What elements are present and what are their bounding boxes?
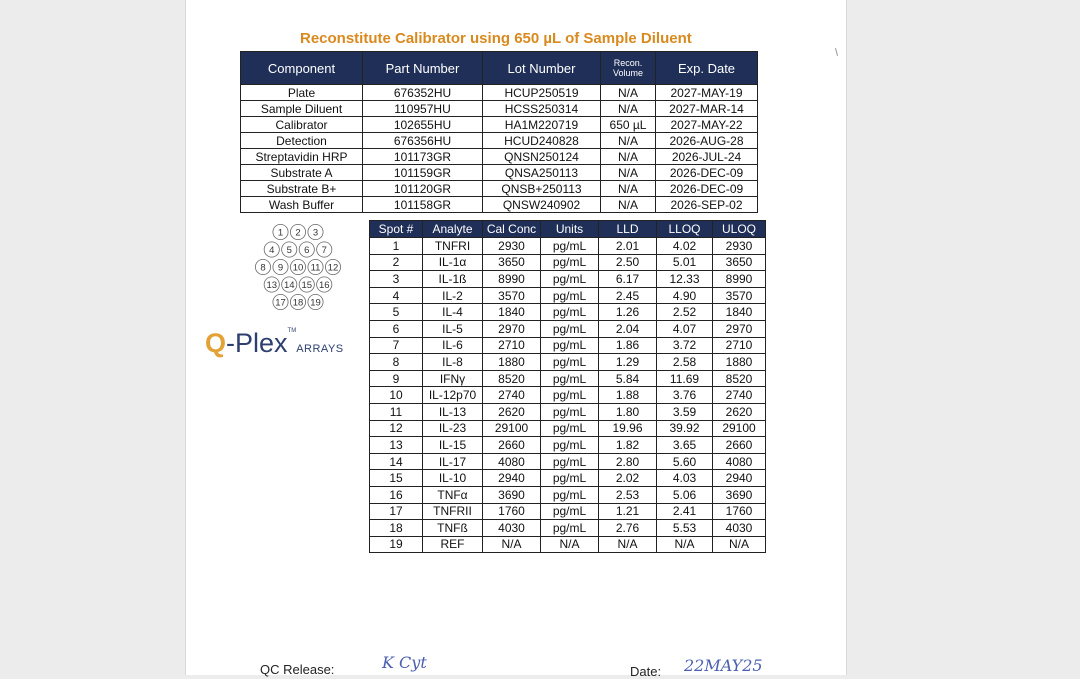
- cell-units: pg/mL: [541, 337, 599, 354]
- spot-12: [325, 259, 340, 274]
- cell-analyte: IL-4: [423, 304, 483, 321]
- cell-lld: 2.76: [599, 520, 657, 537]
- cell-cal-conc: 29100: [483, 420, 541, 437]
- cell-cal-conc: 8520: [483, 370, 541, 387]
- logo-plex: -Plex: [226, 328, 288, 358]
- cell-uloq: 8520: [713, 370, 766, 387]
- cell-cal-conc: 2740: [483, 387, 541, 404]
- cell-exp-date: 2026-SEP-02: [656, 197, 758, 213]
- cell-lot-number: QNSA250113: [483, 165, 601, 181]
- header-analyte: Analyte: [423, 221, 483, 238]
- cell-lot-number: HA1M220719: [483, 117, 601, 133]
- cell-spot: 19: [370, 536, 423, 553]
- cell-lld: 2.04: [599, 320, 657, 337]
- cell-component: Substrate A: [241, 165, 363, 181]
- spot-5: [282, 242, 297, 257]
- cell-part-number: 676352HU: [363, 85, 483, 101]
- cell-uloq: 1880: [713, 354, 766, 371]
- cell-spot: 16: [370, 486, 423, 503]
- component-row: [241, 149, 758, 165]
- analyte-row: [370, 470, 766, 487]
- spot-13: [264, 277, 279, 292]
- cell-lld: 1.82: [599, 437, 657, 454]
- cell-units: pg/mL: [541, 320, 599, 337]
- cell-component: Sample Diluent: [241, 101, 363, 117]
- analyte-row: [370, 271, 766, 288]
- header-lloq: LLOQ: [657, 221, 713, 238]
- cell-cal-conc: 4080: [483, 453, 541, 470]
- cell-part-number: 101159GR: [363, 165, 483, 181]
- qc-release-label: QC Release:: [260, 662, 335, 677]
- header-component: Component: [241, 52, 363, 85]
- page-title: Reconstitute Calibrator using 650 µL of Sample Diluent: [300, 30, 692, 47]
- cell-units: pg/mL: [541, 486, 599, 503]
- header-units: Units: [541, 221, 599, 238]
- cell-analyte: IL-23: [423, 420, 483, 437]
- header-part-number: Part Number: [363, 52, 483, 85]
- cell-spot: 13: [370, 437, 423, 454]
- cell-uloq: 2970: [713, 320, 766, 337]
- cell-spot: 6: [370, 320, 423, 337]
- cell-part-number: 101158GR: [363, 197, 483, 213]
- analyte-row: [370, 354, 766, 371]
- component-row: [241, 101, 758, 117]
- cell-units: pg/mL: [541, 420, 599, 437]
- cell-uloq: 2940: [713, 470, 766, 487]
- component-row: [241, 85, 758, 101]
- cell-uloq: 2660: [713, 437, 766, 454]
- cell-recon-volume: N/A: [601, 133, 656, 149]
- cell-lloq: 4.07: [657, 320, 713, 337]
- cell-cal-conc: 2660: [483, 437, 541, 454]
- cell-uloq: 29100: [713, 420, 766, 437]
- cell-spot: 5: [370, 304, 423, 321]
- spot-1: [273, 224, 288, 239]
- analyte-row: [370, 536, 766, 553]
- cell-lloq: N/A: [657, 536, 713, 553]
- header-recon-line1: Recon.: [613, 58, 643, 68]
- component-table-header: [241, 52, 758, 85]
- spot-2: [290, 224, 305, 239]
- cell-uloq: 2710: [713, 337, 766, 354]
- analyte-row: [370, 437, 766, 454]
- cell-lloq: 5.53: [657, 520, 713, 537]
- cell-lloq: 3.72: [657, 337, 713, 354]
- cell-cal-conc: 3650: [483, 254, 541, 271]
- analyte-row: [370, 238, 766, 255]
- spot-number: 18: [292, 297, 304, 309]
- date-value: 22MAY25: [684, 656, 763, 675]
- cell-analyte: TNFRII: [423, 503, 483, 520]
- cell-recon-volume: N/A: [601, 149, 656, 165]
- cell-units: pg/mL: [541, 387, 599, 404]
- spot-layout-svg: [240, 222, 356, 317]
- cell-lloq: 5.01: [657, 254, 713, 271]
- analyte-row: [370, 420, 766, 437]
- cell-component: Plate: [241, 85, 363, 101]
- spot-10: [290, 259, 305, 274]
- spot-7: [317, 242, 332, 257]
- cell-spot: 11: [370, 403, 423, 420]
- cell-units: pg/mL: [541, 271, 599, 288]
- cell-spot: 8: [370, 354, 423, 371]
- header-spot: Spot #: [370, 221, 423, 238]
- cell-lloq: 5.06: [657, 486, 713, 503]
- cell-uloq: 3650: [713, 254, 766, 271]
- cell-units: pg/mL: [541, 354, 599, 371]
- cell-lloq: 2.41: [657, 503, 713, 520]
- spot-8: [255, 259, 270, 274]
- cell-analyte: IL-8: [423, 354, 483, 371]
- cell-lloq: 3.65: [657, 437, 713, 454]
- logo-arrays: ARRAYS: [296, 343, 344, 355]
- cell-analyte: IL-12p70: [423, 387, 483, 404]
- analyte-row: [370, 387, 766, 404]
- component-row: [241, 181, 758, 197]
- cell-part-number: 101120GR: [363, 181, 483, 197]
- cell-lld: 2.45: [599, 287, 657, 304]
- cell-lld: 6.17: [599, 271, 657, 288]
- cell-analyte: IL-6: [423, 337, 483, 354]
- cell-spot: 2: [370, 254, 423, 271]
- cell-cal-conc: 2970: [483, 320, 541, 337]
- spot-19: [308, 294, 323, 309]
- cell-analyte: IL-5: [423, 320, 483, 337]
- cell-component: Detection: [241, 133, 363, 149]
- cell-lloq: 3.76: [657, 387, 713, 404]
- cell-component: Calibrator: [241, 117, 363, 133]
- cell-analyte: TNFß: [423, 520, 483, 537]
- cell-units: pg/mL: [541, 287, 599, 304]
- header-lot-number: Lot Number: [483, 52, 601, 85]
- cell-exp-date: 2026-DEC-09: [656, 181, 758, 197]
- cell-lloq: 4.90: [657, 287, 713, 304]
- cell-uloq: 4080: [713, 453, 766, 470]
- spot-number: 5: [286, 245, 292, 256]
- cell-component: Streptavidin HRP: [241, 149, 363, 165]
- cell-lld: 1.88: [599, 387, 657, 404]
- spot-number: 8: [260, 262, 266, 274]
- cell-units: pg/mL: [541, 503, 599, 520]
- cell-uloq: 8990: [713, 271, 766, 288]
- cell-exp-date: 2027-MAR-14: [656, 101, 758, 117]
- spot-14: [282, 277, 297, 292]
- cell-lot-number: QNSW240902: [483, 197, 601, 213]
- cell-units: pg/mL: [541, 403, 599, 420]
- spot-15: [299, 277, 314, 292]
- cell-spot: 4: [370, 287, 423, 304]
- cell-component: Substrate B+: [241, 181, 363, 197]
- cell-lot-number: HCSS250314: [483, 101, 601, 117]
- spot-number: 10: [292, 262, 304, 274]
- spot-number: 15: [301, 280, 313, 291]
- cell-lloq: 3.59: [657, 403, 713, 420]
- component-row: [241, 133, 758, 149]
- cell-lloq: 5.60: [657, 453, 713, 470]
- cell-units: N/A: [541, 536, 599, 553]
- cell-analyte: REF: [423, 536, 483, 553]
- cell-analyte: TNFRI: [423, 238, 483, 255]
- cell-uloq: 3690: [713, 486, 766, 503]
- cell-spot: 3: [370, 271, 423, 288]
- cell-lld: 1.26: [599, 304, 657, 321]
- cell-lld: 1.86: [599, 337, 657, 354]
- spot-number: 19: [310, 297, 321, 309]
- cell-lld: 1.29: [599, 354, 657, 371]
- cell-exp-date: 2027-MAY-22: [656, 117, 758, 133]
- cell-lloq: 4.03: [657, 470, 713, 487]
- analyte-row: [370, 337, 766, 354]
- cell-lot-number: HCUD240828: [483, 133, 601, 149]
- analyte-row: [370, 304, 766, 321]
- spot-18: [290, 294, 305, 309]
- header-uloq: ULOQ: [713, 221, 766, 238]
- cell-lld: 1.80: [599, 403, 657, 420]
- cell-lloq: 39.92: [657, 420, 713, 437]
- cell-uloq: 3570: [713, 287, 766, 304]
- cell-spot: 9: [370, 370, 423, 387]
- spot-9: [273, 259, 288, 274]
- cell-cal-conc: 2930: [483, 238, 541, 255]
- cell-units: pg/mL: [541, 453, 599, 470]
- cell-analyte: IL-1ß: [423, 271, 483, 288]
- cell-component: Wash Buffer: [241, 197, 363, 213]
- cell-part-number: 101173GR: [363, 149, 483, 165]
- spot-number: 7: [321, 245, 327, 256]
- spot-17: [273, 294, 288, 309]
- cell-analyte: IFNγ: [423, 370, 483, 387]
- cell-part-number: 676356HU: [363, 133, 483, 149]
- cell-uloq: 1760: [713, 503, 766, 520]
- component-row: [241, 197, 758, 213]
- cell-spot: 15: [370, 470, 423, 487]
- analyte-row: [370, 320, 766, 337]
- spot-11: [308, 259, 323, 274]
- cell-recon-volume: N/A: [601, 101, 656, 117]
- cell-lld: 2.50: [599, 254, 657, 271]
- component-row: [241, 165, 758, 181]
- cell-recon-volume: N/A: [601, 181, 656, 197]
- date-label: Date:: [630, 664, 662, 679]
- cell-spot: 18: [370, 520, 423, 537]
- spot-number: 14: [283, 280, 295, 291]
- cell-lld: N/A: [599, 536, 657, 553]
- spot-number: 12: [327, 262, 339, 274]
- cell-units: pg/mL: [541, 520, 599, 537]
- cell-cal-conc: 8990: [483, 271, 541, 288]
- spot-3: [308, 224, 323, 239]
- cell-units: pg/mL: [541, 470, 599, 487]
- spot-number: 9: [277, 262, 284, 274]
- cell-exp-date: 2026-DEC-09: [656, 165, 758, 181]
- cell-uloq: 2620: [713, 403, 766, 420]
- cell-units: pg/mL: [541, 254, 599, 271]
- spot-number: 6: [304, 245, 310, 256]
- analyte-row: [370, 370, 766, 387]
- cell-cal-conc: N/A: [483, 536, 541, 553]
- cell-lld: 2.80: [599, 453, 657, 470]
- cell-analyte: IL-17: [423, 453, 483, 470]
- cell-recon-volume: N/A: [601, 85, 656, 101]
- cell-lld: 1.21: [599, 503, 657, 520]
- cell-spot: 12: [370, 420, 423, 437]
- cell-cal-conc: 4030: [483, 520, 541, 537]
- cell-units: pg/mL: [541, 304, 599, 321]
- cell-lot-number: QNSB+250113: [483, 181, 601, 197]
- cell-cal-conc: 1840: [483, 304, 541, 321]
- cell-cal-conc: 2940: [483, 470, 541, 487]
- cell-analyte: IL-1α: [423, 254, 483, 271]
- cell-units: pg/mL: [541, 437, 599, 454]
- logo-tm: TM: [287, 328, 297, 334]
- cell-lot-number: HCUP250519: [483, 85, 601, 101]
- cell-analyte: IL-15: [423, 437, 483, 454]
- cell-analyte: IL-10: [423, 470, 483, 487]
- cell-cal-conc: 2620: [483, 403, 541, 420]
- cell-lloq: 4.02: [657, 238, 713, 255]
- cell-part-number: 110957HU: [363, 101, 483, 117]
- q-plex-logo: [205, 328, 344, 359]
- cell-uloq: 2740: [713, 387, 766, 404]
- cell-spot: 17: [370, 503, 423, 520]
- cell-lloq: 2.52: [657, 304, 713, 321]
- cell-uloq: N/A: [713, 536, 766, 553]
- cell-lld: 2.01: [599, 238, 657, 255]
- cell-uloq: 2930: [713, 238, 766, 255]
- header-recon-volume: [601, 52, 656, 85]
- cell-recon-volume: N/A: [601, 197, 656, 213]
- cell-cal-conc: 1880: [483, 354, 541, 371]
- analyte-row: [370, 520, 766, 537]
- spot-16: [317, 277, 332, 292]
- cell-analyte: TNFα: [423, 486, 483, 503]
- cell-recon-volume: N/A: [601, 165, 656, 181]
- cell-units: pg/mL: [541, 238, 599, 255]
- cell-spot: 7: [370, 337, 423, 354]
- spot-number: 3: [312, 227, 319, 239]
- analyte-row: [370, 453, 766, 470]
- cell-uloq: 1840: [713, 304, 766, 321]
- cell-uloq: 4030: [713, 520, 766, 537]
- cell-part-number: 102655HU: [363, 117, 483, 133]
- qc-signature: K Cyt: [382, 653, 427, 672]
- header-recon-line2: Volume: [612, 68, 644, 78]
- analyte-table-header: [370, 221, 766, 238]
- cell-spot: 1: [370, 238, 423, 255]
- cell-units: pg/mL: [541, 370, 599, 387]
- spot-number: 1: [277, 227, 284, 239]
- header-lld: LLD: [599, 221, 657, 238]
- spot-number: 2: [295, 227, 301, 239]
- cell-exp-date: 2026-JUL-24: [656, 149, 758, 165]
- analyte-row: [370, 287, 766, 304]
- analyte-row: [370, 486, 766, 503]
- analyte-table: [369, 220, 766, 553]
- cell-cal-conc: 1760: [483, 503, 541, 520]
- cell-lloq: 12.33: [657, 271, 713, 288]
- cell-spot: 14: [370, 453, 423, 470]
- cell-lld: 2.53: [599, 486, 657, 503]
- cell-cal-conc: 3570: [483, 287, 541, 304]
- cell-cal-conc: 3690: [483, 486, 541, 503]
- cell-exp-date: 2026-AUG-28: [656, 133, 758, 149]
- spot-6: [299, 242, 314, 257]
- spot-layout-diagram: [240, 222, 356, 317]
- analyte-row: [370, 254, 766, 271]
- cell-lld: 5.84: [599, 370, 657, 387]
- header-exp-date: Exp. Date: [656, 52, 758, 85]
- cell-exp-date: 2027-MAY-19: [656, 85, 758, 101]
- cell-lloq: 2.58: [657, 354, 713, 371]
- cell-analyte: IL-2: [423, 287, 483, 304]
- logo-q: Q: [205, 328, 227, 358]
- spot-number: 13: [266, 280, 278, 291]
- cell-lld: 19.96: [599, 420, 657, 437]
- cell-spot: 10: [370, 387, 423, 404]
- header-cal-conc: Cal Conc: [483, 221, 541, 238]
- component-table: [240, 51, 758, 213]
- cell-recon-volume: 650 µL: [601, 117, 656, 133]
- cell-lld: 2.02: [599, 470, 657, 487]
- component-row: [241, 117, 758, 133]
- analyte-row: [370, 503, 766, 520]
- cell-lot-number: QNSN250124: [483, 149, 601, 165]
- cell-lloq: 11.69: [657, 370, 713, 387]
- spot-4: [264, 242, 279, 257]
- spot-number: 4: [269, 245, 275, 256]
- cell-analyte: IL-13: [423, 403, 483, 420]
- spot-number: 17: [275, 297, 286, 309]
- cell-cal-conc: 2710: [483, 337, 541, 354]
- analyte-row: [370, 403, 766, 420]
- spot-number: 16: [318, 280, 330, 291]
- spot-number: 11: [310, 262, 321, 274]
